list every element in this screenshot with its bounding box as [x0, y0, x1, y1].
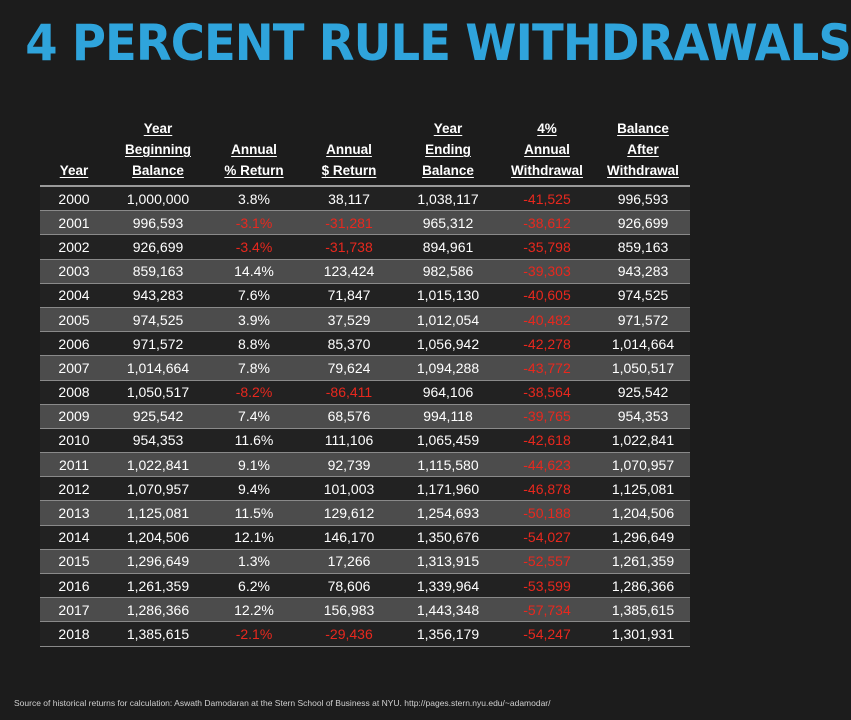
table-cell: -38,612	[498, 211, 596, 235]
table-cell: 954,353	[108, 428, 208, 452]
table-cell: 859,163	[596, 235, 690, 259]
table-cell: 1,015,130	[398, 283, 498, 307]
column-header	[40, 118, 108, 186]
table-cell: 129,612	[300, 501, 398, 525]
table-cell: 8.8%	[208, 332, 300, 356]
column-header	[208, 118, 300, 186]
table-cell: 926,699	[108, 235, 208, 259]
table-row	[40, 186, 690, 211]
table-cell: 7.4%	[208, 404, 300, 428]
table-cell: 101,003	[300, 477, 398, 501]
table-cell: 6.2%	[208, 574, 300, 598]
table-cell: 2013	[40, 501, 108, 525]
table-cell: 1,056,942	[398, 332, 498, 356]
table-cell: 964,106	[398, 380, 498, 404]
table-cell: 1,296,649	[596, 525, 690, 549]
table-cell: 11.6%	[208, 428, 300, 452]
table-cell: 1,286,366	[596, 574, 690, 598]
table-row	[40, 477, 690, 501]
table-cell: 1,014,664	[596, 332, 690, 356]
table-cell: 974,525	[108, 307, 208, 331]
table-cell: 1,385,615	[596, 598, 690, 622]
column-header-line: Balance	[422, 163, 474, 178]
table-cell: 1,070,957	[108, 477, 208, 501]
table-row	[40, 549, 690, 573]
table-cell: 12.1%	[208, 525, 300, 549]
column-header-line: $ Return	[321, 163, 377, 178]
table-cell: 71,847	[300, 283, 398, 307]
table-cell: 2002	[40, 235, 108, 259]
table-cell: 1,070,957	[596, 453, 690, 477]
table-cell: 1,000,000	[108, 186, 208, 211]
table-cell: -41,525	[498, 186, 596, 211]
table-cell: 2005	[40, 307, 108, 331]
table-cell: 9.4%	[208, 477, 300, 501]
table-cell: 3.8%	[208, 186, 300, 211]
column-header	[300, 118, 398, 186]
column-header-line: 4%	[537, 121, 557, 136]
table-cell: 123,424	[300, 259, 398, 283]
table-cell: 9.1%	[208, 453, 300, 477]
table-cell: 1,339,964	[398, 574, 498, 598]
table-cell: -42,278	[498, 332, 596, 356]
table-cell: 1,313,915	[398, 549, 498, 573]
table-cell: 1,261,359	[108, 574, 208, 598]
table-cell: 943,283	[596, 259, 690, 283]
table-cell: 1,125,081	[108, 501, 208, 525]
table-cell: 156,983	[300, 598, 398, 622]
table-cell: -31,281	[300, 211, 398, 235]
table-row	[40, 622, 690, 646]
column-header-line: % Return	[224, 163, 284, 178]
table-cell: 965,312	[398, 211, 498, 235]
table-cell: -44,623	[498, 453, 596, 477]
table-row	[40, 332, 690, 356]
table-row	[40, 283, 690, 307]
table-cell: 2006	[40, 332, 108, 356]
table-cell: 1,094,288	[398, 356, 498, 380]
table-row	[40, 211, 690, 235]
table-row	[40, 501, 690, 525]
column-header-line: Balance	[617, 121, 669, 136]
column-header-line: Year	[143, 121, 173, 136]
column-header-line: Annual	[524, 142, 570, 157]
table-cell: 1,443,348	[398, 598, 498, 622]
table-cell: 2012	[40, 477, 108, 501]
table-cell: 79,624	[300, 356, 398, 380]
table-row	[40, 380, 690, 404]
column-header	[498, 118, 596, 186]
table-cell: -40,605	[498, 283, 596, 307]
column-header-line: Year	[59, 163, 89, 178]
table-cell: -54,027	[498, 525, 596, 549]
table-cell: 925,542	[108, 404, 208, 428]
table-row	[40, 259, 690, 283]
table-cell: 1,038,117	[398, 186, 498, 211]
page-title: 4 PERCENT RULE WITHDRAWALS	[25, 14, 851, 72]
withdrawals-table-container	[40, 118, 690, 647]
table-cell: 85,370	[300, 332, 398, 356]
column-header	[108, 118, 208, 186]
table-cell: 1,125,081	[596, 477, 690, 501]
table-cell: 974,525	[596, 283, 690, 307]
table-cell: -35,798	[498, 235, 596, 259]
table-cell: -52,557	[498, 549, 596, 573]
table-cell: 1,065,459	[398, 428, 498, 452]
table-cell: 11.5%	[208, 501, 300, 525]
table-cell: -43,772	[498, 356, 596, 380]
table-cell: 971,572	[596, 307, 690, 331]
table-cell: 2008	[40, 380, 108, 404]
table-cell: 146,170	[300, 525, 398, 549]
table-row	[40, 428, 690, 452]
table-cell: 971,572	[108, 332, 208, 356]
table-cell: 2016	[40, 574, 108, 598]
table-cell: 7.8%	[208, 356, 300, 380]
table-cell: 7.6%	[208, 283, 300, 307]
table-row	[40, 453, 690, 477]
table-cell: 1,254,693	[398, 501, 498, 525]
table-cell: 2015	[40, 549, 108, 573]
table-cell: -31,738	[300, 235, 398, 259]
table-cell: 996,593	[596, 186, 690, 211]
table-cell: -39,765	[498, 404, 596, 428]
table-cell: 1,204,506	[108, 525, 208, 549]
table-cell: 12.2%	[208, 598, 300, 622]
table-cell: -50,188	[498, 501, 596, 525]
withdrawals-table	[40, 118, 690, 647]
table-cell: 2018	[40, 622, 108, 646]
table-cell: -53,599	[498, 574, 596, 598]
table-cell: 954,353	[596, 404, 690, 428]
table-row	[40, 525, 690, 549]
table-cell: 859,163	[108, 259, 208, 283]
table-cell: -8.2%	[208, 380, 300, 404]
table-body	[40, 186, 690, 646]
table-cell: 2000	[40, 186, 108, 211]
table-cell: -86,411	[300, 380, 398, 404]
table-cell: 994,118	[398, 404, 498, 428]
column-header	[398, 118, 498, 186]
table-cell: 2003	[40, 259, 108, 283]
table-cell: 78,606	[300, 574, 398, 598]
table-cell: 92,739	[300, 453, 398, 477]
table-cell: 1,022,841	[108, 453, 208, 477]
source-note: Source of historical returns for calculation: Aswath Damodaran at the Stern School of Business at NYU. http://pages.stern.nyu.edu/~adamodar/	[14, 698, 551, 708]
table-cell: 2010	[40, 428, 108, 452]
table-row	[40, 574, 690, 598]
table-row	[40, 356, 690, 380]
table-cell: 2009	[40, 404, 108, 428]
table-cell: -54,247	[498, 622, 596, 646]
table-cell: 1,350,676	[398, 525, 498, 549]
table-cell: 943,283	[108, 283, 208, 307]
column-header-line: Ending	[425, 142, 471, 157]
table-cell: -3.1%	[208, 211, 300, 235]
column-header-line: Balance	[132, 163, 184, 178]
table-cell: 17,266	[300, 549, 398, 573]
column-header-line: Annual	[326, 142, 372, 157]
table-header-row	[40, 118, 690, 186]
column-header-line: After	[627, 142, 659, 157]
table-cell: 2001	[40, 211, 108, 235]
column-header-line: Year	[433, 121, 463, 136]
table-cell: 925,542	[596, 380, 690, 404]
table-cell: -39,303	[498, 259, 596, 283]
table-cell: 2017	[40, 598, 108, 622]
table-row	[40, 404, 690, 428]
table-cell: 14.4%	[208, 259, 300, 283]
table-cell: 982,586	[398, 259, 498, 283]
table-cell: 38,117	[300, 186, 398, 211]
table-cell: 1,171,960	[398, 477, 498, 501]
table-cell: 37,529	[300, 307, 398, 331]
table-cell: -38,564	[498, 380, 596, 404]
table-cell: 1,050,517	[108, 380, 208, 404]
table-cell: -57,734	[498, 598, 596, 622]
table-cell: 1,385,615	[108, 622, 208, 646]
column-header-line: Annual	[231, 142, 277, 157]
column-header-line: Withdrawal	[607, 163, 679, 178]
table-cell: -2.1%	[208, 622, 300, 646]
table-row	[40, 598, 690, 622]
table-cell: 2011	[40, 453, 108, 477]
table-cell: 3.9%	[208, 307, 300, 331]
table-cell: 2014	[40, 525, 108, 549]
table-cell: 996,593	[108, 211, 208, 235]
table-cell: 1.3%	[208, 549, 300, 573]
table-cell: 1,286,366	[108, 598, 208, 622]
column-header	[596, 118, 690, 186]
table-cell: -42,618	[498, 428, 596, 452]
table-row	[40, 307, 690, 331]
table-cell: 1,014,664	[108, 356, 208, 380]
table-cell: 1,115,580	[398, 453, 498, 477]
table-cell: 111,106	[300, 428, 398, 452]
table-cell: 1,296,649	[108, 549, 208, 573]
table-cell: -29,436	[300, 622, 398, 646]
table-cell: 1,022,841	[596, 428, 690, 452]
column-header-line: Beginning	[125, 142, 191, 157]
table-cell: 1,050,517	[596, 356, 690, 380]
table-cell: 1,012,054	[398, 307, 498, 331]
table-cell: 1,204,506	[596, 501, 690, 525]
table-cell: 1,356,179	[398, 622, 498, 646]
table-cell: 68,576	[300, 404, 398, 428]
table-cell: 1,301,931	[596, 622, 690, 646]
table-cell: 2007	[40, 356, 108, 380]
table-cell: 894,961	[398, 235, 498, 259]
table-cell: -40,482	[498, 307, 596, 331]
column-header-line: Withdrawal	[511, 163, 583, 178]
table-cell: -3.4%	[208, 235, 300, 259]
table-cell: -46,878	[498, 477, 596, 501]
table-cell: 1,261,359	[596, 549, 690, 573]
table-cell: 2004	[40, 283, 108, 307]
table-row	[40, 235, 690, 259]
table-cell: 926,699	[596, 211, 690, 235]
